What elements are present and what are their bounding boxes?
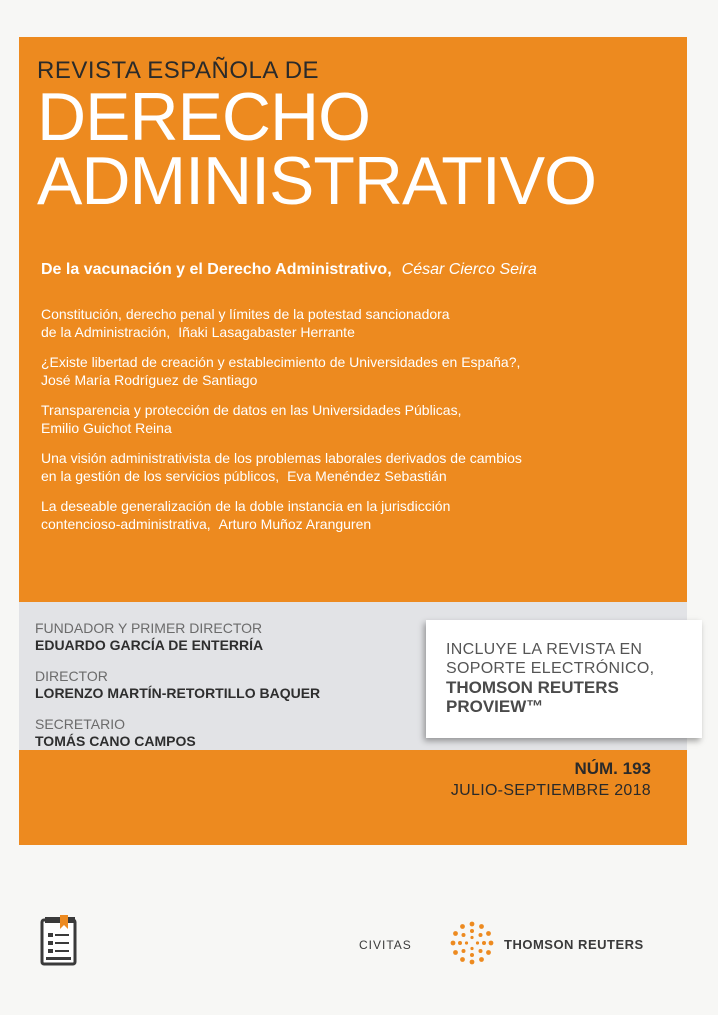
proview-line: THOMSON REUTERS [446,678,619,697]
journal-title-line2: ADMINISTRATIVO [37,143,596,219]
editor-role: SECRETARIO [35,716,125,732]
editor-name: LORENZO MARTÍN-RETORTILLO BAQUER [35,685,321,701]
article-item [41,449,601,485]
article-author: José María Rodríguez de Santiago [41,372,258,388]
book-icon [40,915,78,967]
issue-period: JULIO-SEPTIEMBRE 2018 [450,782,651,799]
editor-name: TOMÁS CANO CAMPOS [35,733,196,749]
article-author: Iñaki Lasagabaster Herrante [178,324,355,340]
proview-line: SOPORTE ELECTRÓNICO, [446,660,655,677]
editor-role: FUNDADOR Y PRIMER DIRECTOR [35,620,263,636]
civitas-label: CIVITAS [359,938,412,952]
article-title-line: La deseable generalización de la doble instancia en la jurisdicción [41,498,451,514]
proview-text [446,640,654,678]
article-item [41,353,601,389]
journal-title-line1: DERECHO [37,79,371,155]
thomson-reuters-label: THOMSON REUTERS [504,937,644,952]
article-title-line: en la gestión de los servicios públicos, [41,468,280,484]
article-item [41,305,601,341]
proview-line: INCLUYE LA REVISTA EN [446,641,643,658]
editor-role: DIRECTOR [35,668,108,684]
editor-name: EDUARDO GARCÍA DE ENTERRÍA [35,637,264,653]
article-title-line: de la Administración, [41,324,171,340]
article-title-line: Transparencia y protección de datos en las Universidades Públicas, [41,402,462,418]
proview-brand [446,678,619,716]
article-item [41,401,601,437]
journal-subtitle: REVISTA ESPAÑOLA DE [37,57,320,84]
article-list [41,305,601,545]
article-author: Arturo Muñoz Aranguren [218,516,372,532]
article-author: Emilio Guichot Reina [41,420,172,436]
article-author: Eva Menéndez Sebastián [287,468,447,484]
proview-notice [426,620,702,738]
article-title-line: ¿Existe libertad de creación y establecimiento de Universidades en España?, [41,354,521,370]
issue-number: NÚM. 193 [574,759,651,778]
thomson-reuters-logo-icon [449,920,495,966]
article-item [41,497,601,533]
journal-title [37,79,596,219]
issue-info [451,758,651,802]
article-title-line: Constitución, derecho penal y límites de la potestad sancionadora [41,306,450,322]
lead-article-author: César Cierco Seira [401,261,537,278]
lead-article-title: De la vacunación y el Derecho Administrativo, [41,261,392,278]
cover-panel [19,37,687,845]
editorial-band [19,602,687,750]
proview-line: PROVIEW™ [446,697,544,716]
lead-article [41,261,537,279]
article-title-line: Una visión administrativista de los problemas laborales derivados de cambios [41,450,522,466]
article-title-line: contencioso-administrativa, [41,516,211,532]
editorial-board [35,620,320,764]
